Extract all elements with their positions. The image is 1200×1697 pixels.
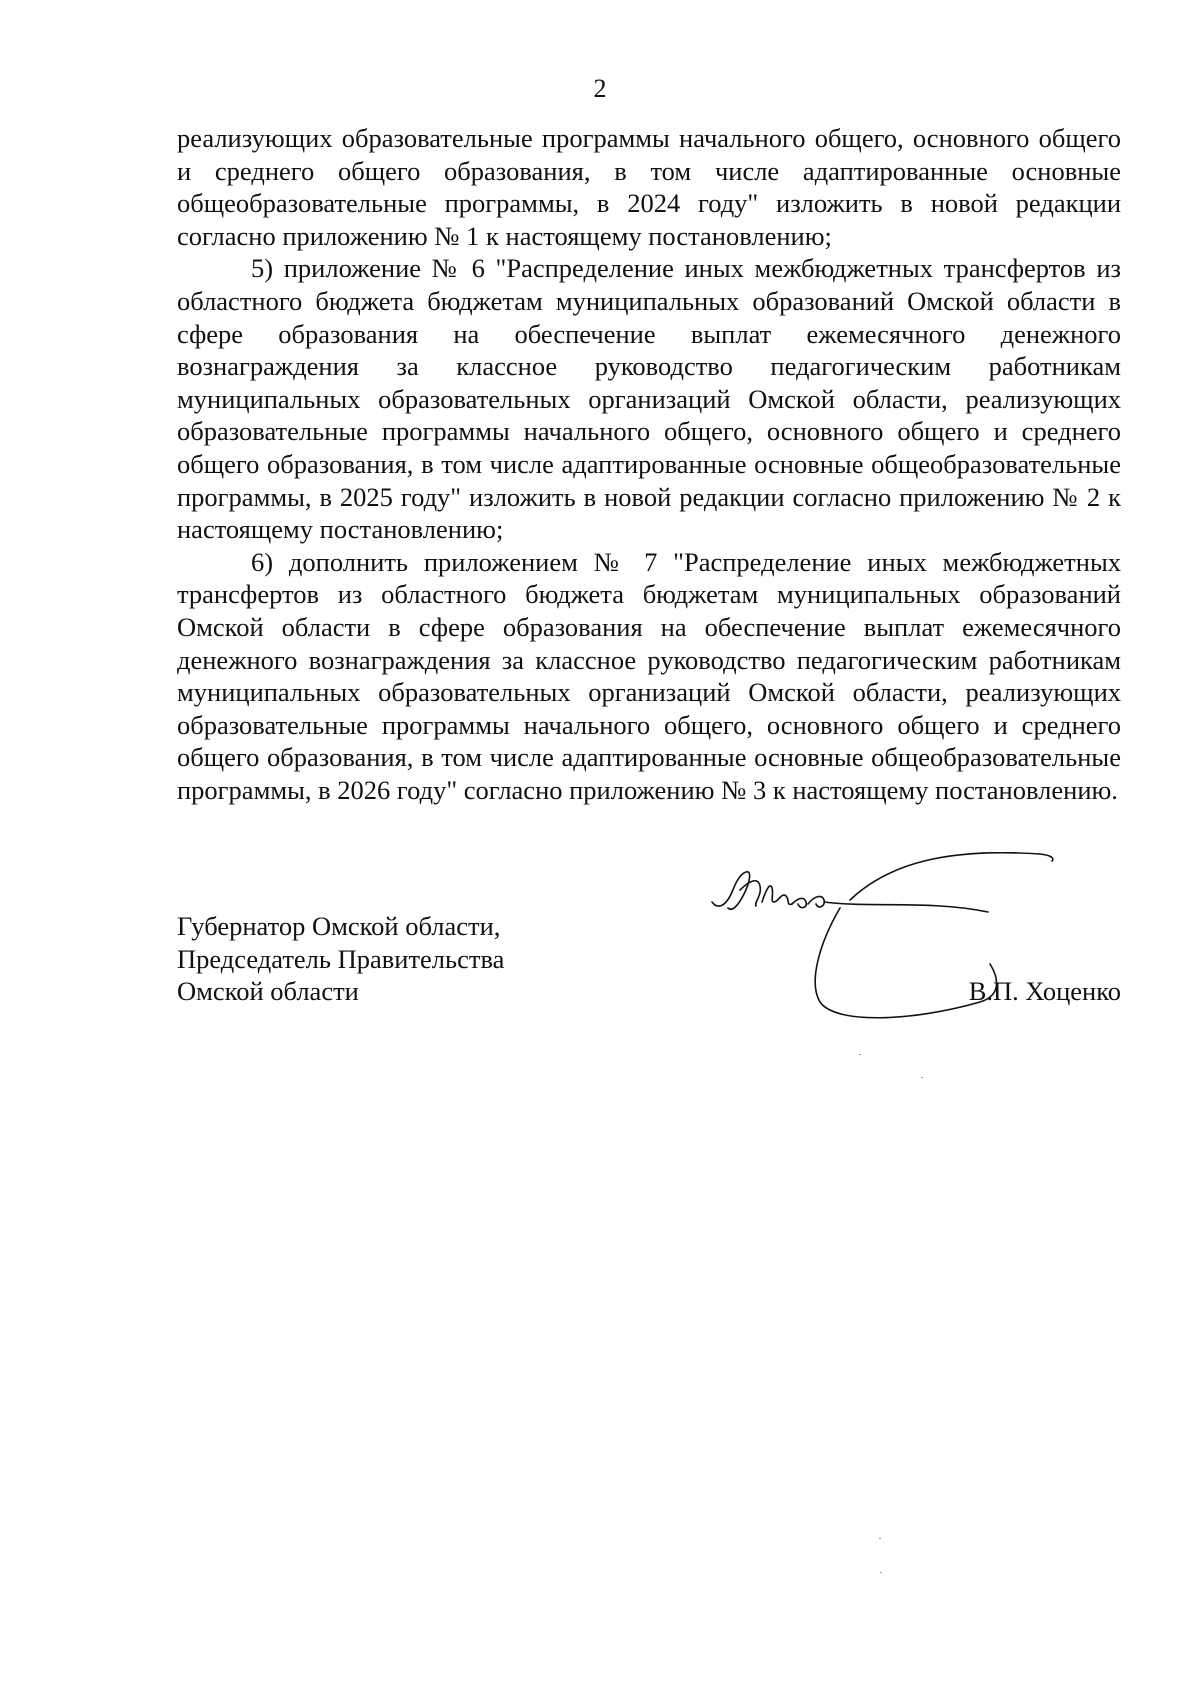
scan-speck [879, 1538, 881, 1539]
scan-speck [880, 1572, 882, 1573]
signer-position-line: Председатель Правительства [177, 943, 505, 974]
paragraph-item-5: 5) приложение № 6 "Распределение иных межбюджетных трансфертов из областного бюджета бюджетам муниципальных образований Омской области в сфере образования на обеспечение выплат ежемесячного денежного вознаграждения за классное руководство педагогическим работникам муниципальных образовательных организаций Омской области, реализующих образовательные программы начального общего, основного общего и среднего общего образования, в том числе адаптированные основные общеобразовательные программы, в 2025 году" изложить в новой редакции согласно приложению № 2 к настоящему постановлению; [177, 253, 1121, 545]
signer-position-line: Омской области [177, 976, 359, 1007]
page-number: 2 [593, 74, 607, 103]
paragraph-item-6: 6) дополнить приложением № 7 "Распределение иных межбюджетных трансфертов из областного бюджета бюджетам муниципальных образований Омской области в сфере образования на обеспечение выплат ежемесячного денежного вознаграждения за классное руководство педагогическим работникам муниципальных образовательных организаций Омской области, реализующих образовательные программы начального общего, основного общего и среднего общего образования, в том числе адаптированные основные общеобразовательные программы, в 2026 году" согласно приложению № 3 к настоящему постановлению. [177, 546, 1121, 805]
paragraph-continuation: реализующих образовательные программы начального общего, основного общего и среднего общего образования, в том числе адаптированные основные общеобразовательные программы, в 2024 году" изложить в новой редакции согласно приложению № 1 к настоящему постановлению; [177, 123, 1121, 251]
document-body [177, 122, 1121, 806]
signer-name: В.П. Хоценко [968, 976, 1121, 1006]
scan-speck [859, 1054, 861, 1055]
handwritten-signature-icon [700, 852, 1100, 1062]
signer-position-line: Губернатор Омской области, [177, 911, 501, 941]
scan-speck [921, 1077, 923, 1078]
signer-position [177, 910, 504, 1008]
